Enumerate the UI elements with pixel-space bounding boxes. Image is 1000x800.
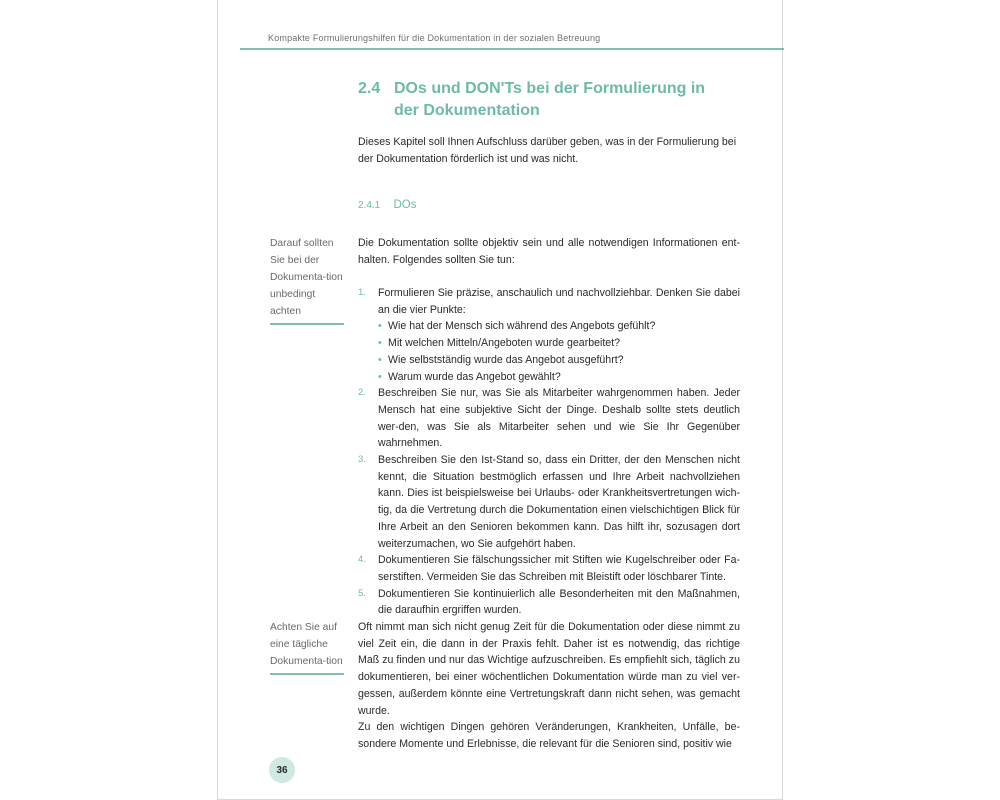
bullet-text: Wie selbstständig wurde das Angebot ausgeführt? <box>388 353 624 366</box>
list-item-text: Beschreiben Sie den Ist-Stand so, dass ein Dritter, der den Menschen nicht kennt, die Situation bestmöglich erfassen und Ihre Arbeit nachvollziehen kann. Dies ist beispielsweise bei Urlaubs- oder Krankheitsvertretungen wich-tig, da die Vertretung durch die Dokumentation einen vielschichtigen Blick für Ihre Arbeit an den Senioren bekommen kann. Das hilft ihr, sozusagen dort weiterzumachen, wo Sie aufgehört haben. <box>378 454 740 550</box>
section-title: DOs und DON'Ts bei der Formulierung in der Dokumentation <box>394 80 706 119</box>
margin-rule <box>270 323 344 325</box>
margin-note-daily <box>270 619 346 675</box>
list-item <box>358 385 740 452</box>
bullet-item <box>378 335 740 352</box>
list-item <box>358 552 740 585</box>
list-item-text: Dokumentieren Sie fälschungssicher mit Stiften wie Kugelschreiber oder Fa-serstiften. Vermeiden Sie das Schreiben mit Bleistift oder löschbarer Tinte. <box>378 554 740 583</box>
bullet-item <box>378 369 740 386</box>
margin-note-dos <box>270 235 346 325</box>
list-number: 3. <box>358 454 366 466</box>
bullet-icon: • <box>378 337 382 350</box>
subsection-number: 2.4.1 <box>358 200 381 211</box>
margin-note-text: Achten Sie auf eine tägliche Dokumenta-tion <box>270 622 343 667</box>
bullet-text: Warum wurde das Angebot gewählt? <box>388 370 561 383</box>
bullet-list <box>378 318 740 385</box>
bullet-icon: • <box>378 370 382 383</box>
list-number: 2. <box>358 387 366 399</box>
subsection-title: DOs <box>393 199 417 211</box>
daily-paragraph-1: Oft nimmt man sich nicht genug Zeit für die Dokumentation oder diese nimmt zu viel Zeit ein, die dann in der Praxis fehlt. Daher ist es notwendig, das richtige Maß zu finden und nur das Wichtige aufzuschreiben. Es empfiehlt sich, täglich zu dokumentieren, bei einer wöchentlichen Dokumentation würde man zu viel ver-gessen, außerdem könnte eine Vertretungskraft dann nicht sehen, was gemacht wurde. <box>358 621 740 717</box>
intro-paragraph: Dieses Kapitel soll Ihnen Aufschluss darüber geben, was in der Formulierung bei der Dokumentation förderlich ist und was nicht. <box>358 136 737 165</box>
list-number: 4. <box>358 554 366 566</box>
dos-list <box>358 285 740 619</box>
margin-rule <box>270 673 344 675</box>
list-item-text: Beschreiben Sie nur, was Sie als Mitarbeiter wahrgenommen haben. Jeder Mensch hat eine subjektive Sicht der Dinge. Deshalb sollte stets deutlich wer-den, was Sie als Mitarbeiter sehen und wie Sie Ihr Gegenüber wahrnehmen. <box>378 387 740 450</box>
list-number: 5. <box>358 587 366 599</box>
page-number: 36 <box>269 757 295 783</box>
bullet-icon: • <box>378 320 382 333</box>
list-item <box>358 452 740 552</box>
list-item-text: Dokumentieren Sie kontinuierlich alle Besonderheiten mit den Maßnahmen, die daraufhin ergriffen wurden. <box>378 587 740 617</box>
daily-section <box>358 619 740 753</box>
list-number: 1. <box>358 287 366 298</box>
daily-paragraph-2: Zu den wichtigen Dingen gehören Veränderungen, Krankheiten, Unfälle, be-sondere Momente und Erlebnisse, die relevant für die Senioren sind, positiv wie <box>358 721 740 750</box>
list-item <box>358 285 740 385</box>
bullet-item <box>378 352 740 369</box>
running-head: Kompakte Formulierungshilfen für die Dokumentation in der sozialen Betreuung <box>268 33 601 43</box>
list-item-text: Formulieren Sie präzise, anschaulich und nachvollziehbar. Denken Sie dabei an die vier Punkte: <box>378 287 740 316</box>
dos-intro-text: Die Dokumentation sollte objektiv sein und alle notwendigen Informationen ent-halten. Folgendes sollten Sie tun: <box>358 237 740 266</box>
dos-intro <box>358 235 740 268</box>
list-item <box>358 586 740 619</box>
subsection-heading <box>358 199 416 211</box>
header-rule <box>240 48 784 50</box>
bullet-icon: • <box>378 353 382 366</box>
margin-note-text: Darauf sollten Sie bei der Dokumenta-tion unbedingt achten <box>270 238 343 317</box>
bullet-item <box>378 318 740 335</box>
bullet-text: Wie hat der Mensch sich während des Angebots gefühlt? <box>388 320 656 333</box>
bullet-text: Mit welchen Mitteln/Angeboten wurde gearbeitet? <box>388 337 621 350</box>
section-number: 2.4 <box>358 80 381 97</box>
